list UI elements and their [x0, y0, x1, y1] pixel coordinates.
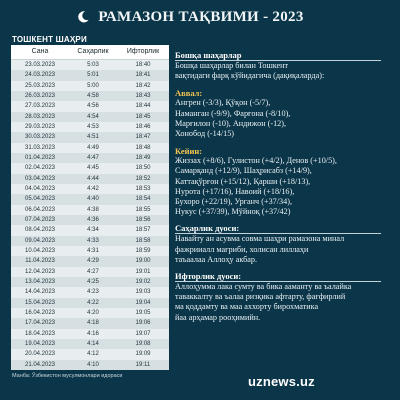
iftar-time-cell: 18:40 [135, 62, 151, 68]
suhoor-time-cell: 4:18 [87, 320, 99, 327]
column-header-date: Сана [31, 48, 49, 55]
date-cell: 20.04.2023 [24, 351, 56, 358]
iftar-dua-line: таваккалту ва ъалаа ризқика афтарту, фағфирлий [175, 292, 346, 302]
divider [175, 60, 381, 61]
keyin-line: Нукус (+37/39), Мўйноқ (+37/42) [175, 207, 291, 217]
suhoor-time-cell: 4:36 [87, 216, 99, 223]
suhoor-time-cell: 4:56 [87, 103, 99, 110]
aval-line: Ангрен (-3/3), Қўқон (-5/7), [175, 98, 271, 108]
iftar-dua-line: ма қоддамту ва маа аххорту бирохматика [175, 302, 319, 312]
iftar-time-cell: 19:02 [135, 278, 151, 285]
divider [175, 233, 381, 234]
suhoor-time-cell: 4:22 [87, 299, 99, 306]
suhoor-dua-title: Саҳарлик дуоси: [175, 223, 240, 234]
table-row [11, 360, 169, 370]
table-row [11, 298, 169, 308]
date-cell: 14.04.2023 [24, 289, 56, 296]
table-row [11, 194, 169, 204]
iftar-time-cell: 18:43 [135, 92, 151, 99]
iftar-time-cell: 19:06 [135, 320, 151, 327]
suhoor-time-cell: 4:20 [87, 309, 99, 316]
table-row [11, 225, 169, 235]
table-row [11, 143, 169, 153]
iftar-time-cell: 18:58 [135, 237, 151, 244]
suhoor-time-cell: 4:10 [87, 361, 99, 368]
suhoor-time-cell: 4:40 [87, 196, 99, 203]
keyin-line: Жиззах (+8/6), Гулистон (+4/2), Денов (+10/5), [175, 156, 337, 166]
suhoor-time-cell: 4:44 [87, 175, 99, 182]
suhoor-time-cell: 4:51 [87, 134, 99, 141]
date-cell: 13.04.2023 [24, 278, 56, 285]
suhoor-time-cell: 4:58 [87, 92, 99, 99]
iftar-time-cell: 18:52 [135, 175, 151, 182]
table-row [11, 132, 169, 142]
date-cell: 16.04.2023 [24, 309, 56, 316]
suhoor-time-cell: 4:27 [87, 268, 99, 275]
table-row [11, 329, 169, 339]
table-row [11, 349, 169, 359]
date-cell: 11.04.2023 [25, 258, 55, 265]
keyin-line: Каттақўрғон (+15/12), Қарши (+18/13), [175, 176, 311, 186]
date-cell: 18.04.2023 [24, 330, 56, 337]
iftar-time-cell: 18:44 [135, 103, 151, 110]
date-cell: 04.04.2023 [24, 185, 56, 192]
city-label: ТОШКЕНТ ШАҲРИ [12, 35, 87, 44]
table-row [11, 70, 169, 80]
iftar-time-cell: 18:54 [135, 196, 151, 203]
other-cities-title: Бошқа шаҳарлар [175, 50, 242, 60]
table-row [11, 318, 169, 328]
date-cell: 24.03.2023 [24, 72, 56, 79]
suhoor-time-cell: 4:49 [87, 144, 99, 151]
suhoor-time-cell: 4:25 [87, 278, 99, 285]
table-row [11, 163, 169, 173]
keyin-title: Кейин: [175, 146, 203, 157]
iftar-time-cell: 18:50 [135, 165, 151, 172]
keyin-line: Нурота (+17/16), Навоий (+18/16), [175, 186, 295, 196]
iftar-time-cell: 18:59 [135, 247, 151, 254]
suhoor-time-cell: 4:29 [87, 258, 99, 265]
table-row [11, 267, 169, 277]
iftar-time-cell: 18:57 [135, 227, 151, 234]
suhoor-time-cell: 4:16 [87, 330, 99, 337]
table-row [11, 246, 169, 256]
table-row [11, 277, 169, 287]
date-cell: 15.04.2023 [24, 299, 56, 306]
date-cell: 12.04.2023 [24, 268, 56, 275]
date-cell: 25.03.2023 [24, 82, 56, 89]
iftar-dua-line: йаа арҳамар рооҳимийн. [175, 312, 261, 322]
date-cell: 30.03.2023 [24, 134, 56, 141]
date-cell: 27.03.2023 [24, 103, 56, 110]
suhoor-time-cell: 4:47 [87, 154, 99, 161]
date-cell: 21.04.2023 [24, 361, 56, 368]
table-row [11, 308, 169, 318]
iftar-time-cell: 18:48 [135, 144, 151, 151]
suhoor-time-cell: 4:12 [87, 351, 99, 358]
date-cell: 08.04.2023 [24, 227, 56, 234]
iftar-time-cell: 18:53 [135, 185, 151, 192]
suhoor-time-cell: 4:14 [87, 340, 99, 347]
other-cities-desc-line: Бошқа шаҳарлар билан Тошкент [175, 61, 289, 70]
table-row [11, 287, 169, 297]
table-row [11, 256, 169, 266]
aval-line: Марғилон (-10), Андижон (-12), [175, 118, 287, 128]
aval-line: Наманган (-9/9), Фарғона (-8/10), [175, 108, 291, 118]
keyin-line: Самарқанд (+12/9), Шаҳрисабз (+14/9), [175, 166, 312, 176]
column-header-suhoor: Саҳарлик [77, 48, 109, 55]
keyin-line: Бухоро (+22/19), Урганч (+37/34), [175, 197, 292, 207]
crescent-moon-icon [76, 10, 90, 24]
table-row [11, 101, 169, 111]
column-header-iftar: Ифторлик [126, 48, 160, 55]
suhoor-time-cell: 4:45 [87, 165, 99, 172]
suhoor-dua-line: таъаалаа Аллоҳу акбар. [175, 254, 258, 264]
iftar-time-cell: 18:41 [135, 72, 151, 79]
iftar-time-cell: 19:05 [135, 309, 151, 316]
suhoor-time-cell: 4:53 [87, 123, 99, 130]
brand-logo-text[interactable]: uznews.uz [248, 374, 315, 389]
suhoor-time-cell: 4:33 [87, 237, 99, 244]
iftar-time-cell: 19:03 [135, 289, 151, 296]
table-row [11, 81, 169, 91]
source-note: Манба: Ўзбекистон мусулмонлари идораси [12, 373, 123, 379]
iftar-time-cell: 18:45 [135, 113, 151, 120]
info-column [175, 50, 395, 323]
other-cities-desc-line: вақтидаги фарқ кўйидагича (дақиқаларда): [175, 71, 325, 81]
iftar-time-cell: 19:01 [135, 268, 151, 275]
date-cell: 19.04.2023 [24, 340, 56, 347]
suhoor-time-cell: 5:01 [87, 72, 99, 79]
date-cell: 06.04.2023 [24, 206, 56, 213]
page-title: РАМАЗОН ТАҚВИМИ - 2023 [98, 8, 304, 25]
iftar-time-cell: 19:11 [135, 361, 151, 368]
date-cell: 17.04.2023 [24, 320, 56, 327]
iftar-time-cell: 18:55 [135, 206, 151, 213]
suhoor-dua-line: Навайту ан асувма совма шаҳри рамазона минал [175, 234, 345, 244]
suhoor-time-cell: 4:42 [87, 185, 99, 192]
iftar-time-cell: 18:47 [135, 134, 151, 141]
schedule-table [11, 45, 169, 369]
iftar-time-cell: 19:00 [135, 258, 151, 265]
date-cell: 29.03.2023 [24, 123, 56, 130]
iftar-time-cell: 18:42 [135, 82, 151, 89]
table-row [11, 122, 169, 132]
iftar-time-cell: 19:08 [135, 340, 151, 347]
date-cell: 31.03.2023 [24, 144, 56, 151]
table-row [11, 153, 169, 163]
aval-title: Аввал: [175, 88, 203, 99]
table-row [11, 215, 169, 225]
table-row [11, 60, 169, 70]
suhoor-time-cell: 5:03 [87, 62, 99, 68]
iftar-time-cell: 19:09 [135, 351, 151, 358]
table-row [11, 112, 169, 122]
date-cell: 07.04.2023 [24, 216, 56, 223]
table-row [11, 91, 169, 101]
date-cell: 05.04.2023 [24, 196, 56, 203]
table-body [11, 60, 169, 370]
table-row [11, 205, 169, 215]
divider [175, 281, 381, 282]
suhoor-time-cell: 4:23 [87, 289, 99, 296]
date-cell: 02.04.2023 [24, 165, 56, 172]
suhoor-time-cell: 4:54 [87, 113, 99, 120]
date-cell: 09.04.2023 [24, 237, 56, 244]
iftar-time-cell: 18:49 [135, 154, 151, 161]
table-header [11, 45, 169, 60]
table-row [11, 339, 169, 349]
table-row [11, 174, 169, 184]
iftar-time-cell: 19:04 [135, 299, 151, 306]
iftar-dua-line: Аллоҳумма лака сумту ва бика ааманту ва ъалайка [175, 282, 352, 292]
table-row [11, 184, 169, 194]
header [0, 0, 400, 34]
aval-line: Хонобод (-14/15) [175, 129, 235, 139]
iftar-time-cell: 18:56 [135, 216, 151, 223]
date-cell: 01.04.2023 [24, 154, 56, 161]
date-cell: 10.04.2023 [24, 247, 56, 254]
date-cell: 03.04.2023 [24, 175, 56, 182]
date-cell: 26.03.2023 [24, 92, 56, 99]
suhoor-time-cell: 4:31 [87, 247, 99, 254]
suhoor-time-cell: 5:00 [87, 82, 99, 89]
suhoor-dua-line: фажрииалл мағриби, холисан лиллаҳи [175, 244, 309, 254]
suhoor-time-cell: 4:34 [87, 227, 99, 234]
suhoor-time-cell: 4:38 [87, 206, 99, 213]
table-row [11, 236, 169, 246]
date-cell: 28.03.2023 [24, 113, 56, 120]
iftar-time-cell: 18:46 [135, 123, 151, 130]
iftar-time-cell: 19:07 [135, 330, 151, 337]
date-cell: 23.03.2023 [24, 62, 56, 68]
iftar-dua-title: Ифторлик дуоси: [175, 271, 242, 282]
